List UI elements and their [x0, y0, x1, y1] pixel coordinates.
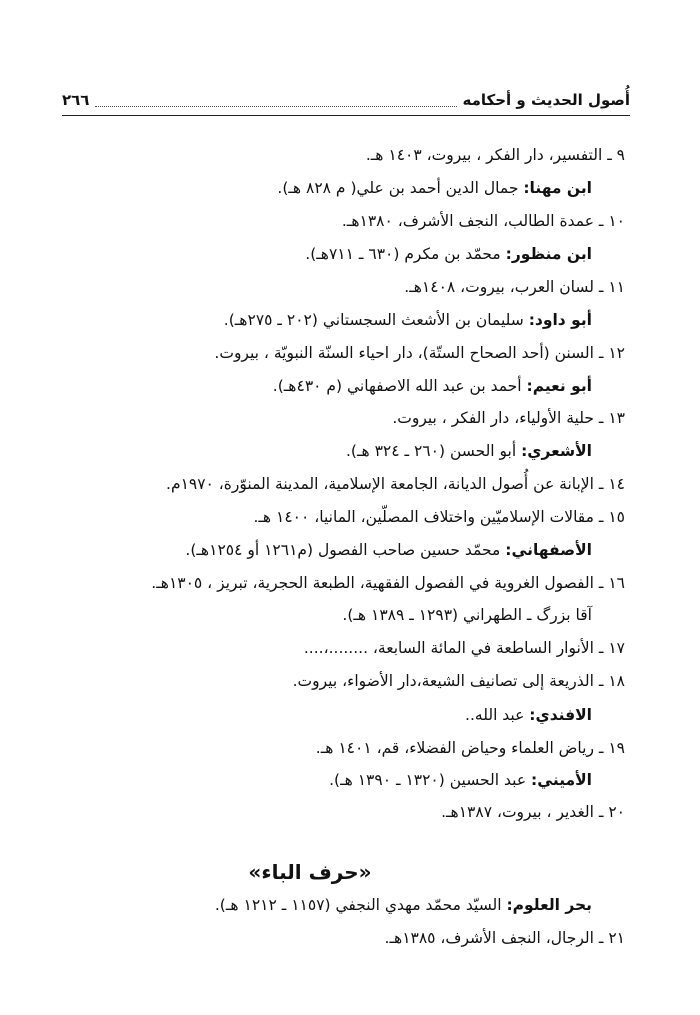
entry-text: آقا بزرگ ـ الطهراني (١٢٩٣ ـ ١٣٨٩ هـ).	[342, 606, 592, 624]
entry-text: محمّد بن مكرم (٦٣٠ ـ ٧١١هـ).	[305, 245, 506, 263]
author-entry	[305, 243, 592, 265]
book-entry	[293, 670, 625, 692]
entry-text: سليمان بن الأشعث السجستاني (٢٠٢ ـ ٢٧٥هـ).	[223, 311, 529, 329]
entry-text: ١٠ ـ عمدة الطالب، النجف الأشرف، ١٣٨٠هـ.	[341, 212, 625, 230]
entry-text: ١٥ ـ مقالات الإسلاميّين واختلاف المصلّين، المانيا، ١٤٠٠ هـ.	[253, 508, 625, 526]
header-leader-dots	[95, 94, 456, 107]
running-header	[62, 88, 630, 112]
book-title: أُصول الحديث و أحكامه	[462, 91, 630, 109]
author-entry	[277, 177, 592, 199]
author-name: بحر العلوم:	[506, 896, 592, 914]
book-entry	[342, 604, 592, 626]
entry-text: محمّد حسين صاحب الفصول (م١٢٦١ أو ١٢٥٤هـ).	[185, 541, 506, 559]
author-entry	[329, 769, 592, 791]
author-name: ابن مهنا:	[523, 179, 592, 197]
entry-text: عبد الحسين (١٣٢٠ ـ ١٣٩٠ هـ).	[329, 771, 531, 789]
author-entry	[224, 309, 592, 331]
entry-text: عبد الله..	[465, 706, 530, 724]
author-name: أبو نعيم:	[526, 377, 592, 395]
book-entry	[253, 506, 625, 528]
entry-text: السيّد محمّد مهدي النجفي (١١٥٧ ـ ١٢١٢ هـ).	[214, 896, 507, 914]
book-entry	[316, 737, 625, 759]
author-entry	[215, 894, 592, 916]
author-name: الأصفهاني:	[505, 541, 592, 559]
section-heading: «حرف الباء»	[248, 860, 372, 884]
book-entry	[342, 210, 625, 232]
author-entry	[273, 375, 592, 397]
author-name: الأشعري:	[521, 442, 592, 460]
book-entry	[166, 473, 625, 495]
entry-text: ٢١ ـ الرجال، النجف الأشرف، ١٣٨٥هـ.	[384, 929, 625, 947]
book-entry	[441, 801, 625, 823]
author-name: أبو داود:	[528, 311, 592, 329]
entry-text: ١٣ ـ حلية الأولياء، دار الفكر ، بيروت.	[392, 409, 625, 427]
book-entry	[404, 276, 625, 298]
entry-text: ١٨ ـ الذريعة إلى تصانيف الشيعة،دار الأضواء، بيروت.	[292, 672, 625, 690]
author-name: الافندي:	[529, 706, 592, 724]
book-entry	[392, 407, 625, 429]
book-entry	[151, 572, 625, 594]
entry-text: جمال الدين أحمد بن علي( م ٨٢٨ هـ).	[277, 179, 524, 197]
entry-text: ٢٠ ـ الغدير ، بيروت، ١٣٨٧هـ.	[441, 803, 625, 821]
page-number: ٢٦٦	[62, 91, 90, 109]
author-entry	[346, 440, 592, 462]
entry-text: ١١ ـ لسان العرب، بيروت، ١٤٠٨هـ.	[404, 278, 625, 296]
book-entry	[214, 342, 625, 364]
author-name: ابن منظور:	[505, 245, 592, 263]
entry-text: ١٦ ـ الفصول الغروية في الفصول الفقهية، الطبعة الحجرية، تبريز ، ١٣٠٥هـ.	[151, 574, 625, 592]
entry-text: ٩ ـ التفسير، دار الفكر ، بيروت، ١٤٠٣ هـ.	[365, 146, 625, 164]
author-name: الأميني:	[531, 771, 592, 789]
entry-text: أبو الحسن (٢٦٠ ـ ٣٢٤ هـ).	[345, 442, 522, 460]
book-entry	[304, 637, 625, 659]
entry-text: ١٧ ـ الأنوار الساطعة في المائة السابعة، ........،....	[303, 639, 625, 657]
entry-text: ١٩ ـ رياض العلماء وحياض الفضلاء، قم، ١٤٠١ هـ.	[315, 739, 625, 757]
author-entry	[185, 539, 592, 561]
entry-text: ١٢ ـ السنن (أحد الصحاح الستّة)، دار احياء السنّة النبويّة ، بيروت.	[214, 344, 625, 362]
book-entry	[385, 927, 625, 949]
header-rule	[62, 115, 630, 116]
entry-text: أحمد بن عبد الله الاصفهاني (م ٤٣٠هـ).	[272, 377, 527, 395]
author-entry	[465, 704, 592, 726]
book-entry	[366, 144, 625, 166]
entry-text: ١٤ ـ الإبانة عن أُصول الديانة، الجامعة الإسلامية، المدينة المنوّرة، ١٩٧٠م.	[166, 475, 625, 493]
